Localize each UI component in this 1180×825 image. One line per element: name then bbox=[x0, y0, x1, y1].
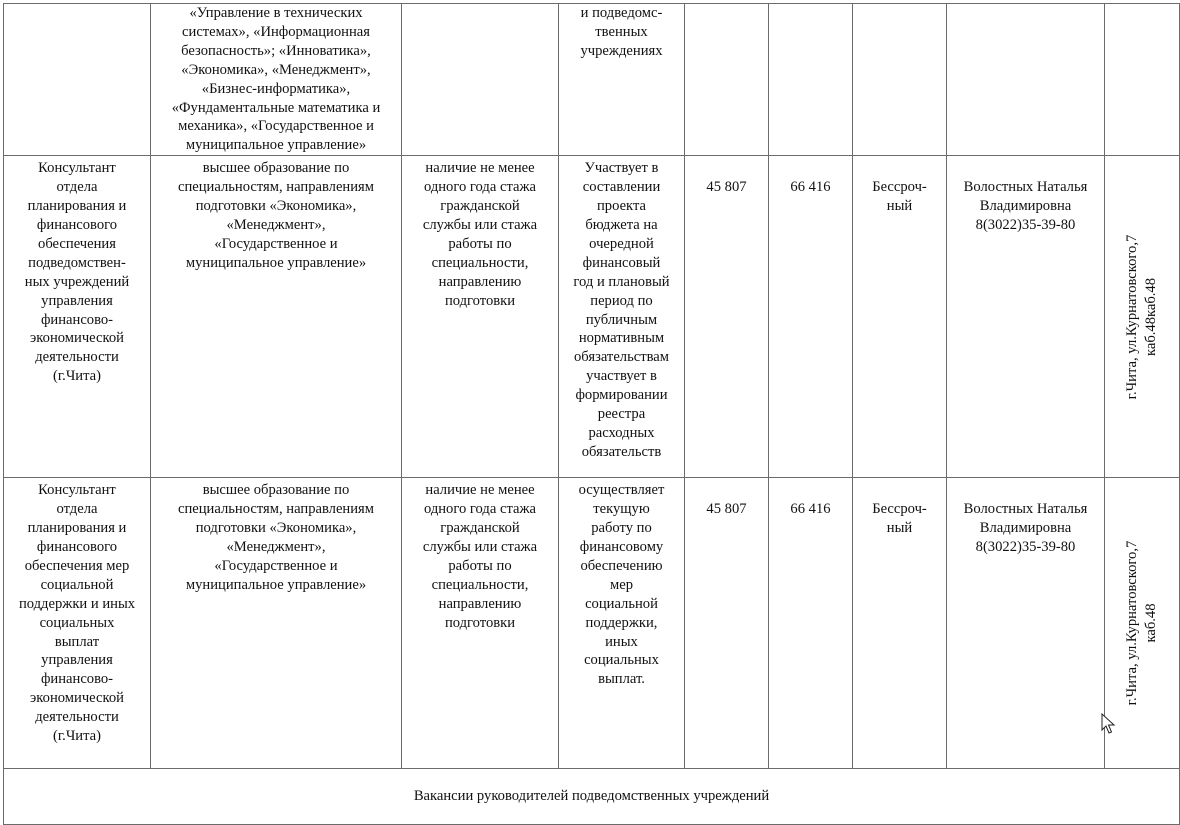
education-cell: высшее образование по специальностям, направлениям подготовки «Экономика», «Менеджмент», «Государственное и муниципальное управление» bbox=[151, 156, 402, 478]
section-heading: Вакансии руководителей подведомственных учреждений bbox=[4, 769, 1180, 825]
salary-max-cell bbox=[769, 4, 853, 156]
salary-max-cell: 66 416 bbox=[769, 156, 853, 478]
address-cell bbox=[1105, 4, 1180, 156]
salary-min-cell bbox=[685, 4, 769, 156]
table-row bbox=[4, 156, 1180, 478]
duties-cell: осуществляет текущую работу по финансовому обеспечению мер социальной поддержки, иных социальных выплат. bbox=[559, 478, 685, 769]
duties-cell: Участвует в составлении проекта бюджета на очередной финансовый год и плановый период по публичным нормативным обязательствам участвует в формировании реестра расходных обязательств bbox=[559, 156, 685, 478]
education-cell: «Управление в технических системах», «Информационная безопасность»; «Инноватика», «Экономика», «Менеджмент», «Бизнес-информатика», «Фундаментальные математика и механика», «Государственное и муниципальное управление» bbox=[151, 4, 402, 156]
salary-min-cell: 45 807 bbox=[685, 478, 769, 769]
address-text: г.Чита, ул.Курнатовского,7 каб.48каб.48 bbox=[1124, 234, 1159, 400]
experience-cell: наличие не менее одного года стажа гражданской службы или стажа работы по специальности, направлению подготовки bbox=[402, 478, 559, 769]
contact-cell: Волостных Наталья Владимировна 8(3022)35-39-80 bbox=[947, 156, 1105, 478]
salary-min-cell: 45 807 bbox=[685, 156, 769, 478]
contract-term-cell: Бессроч- ный bbox=[853, 156, 947, 478]
address-cell bbox=[1105, 156, 1180, 478]
mouse-pointer-icon bbox=[1101, 713, 1117, 735]
address-text: г.Чита, ул.Курнатовского,7 каб.48 bbox=[1124, 540, 1159, 706]
contact-cell: Волостных Наталья Владимировна 8(3022)35-39-80 bbox=[947, 478, 1105, 769]
contact-cell bbox=[947, 4, 1105, 156]
position-cell: Консультант отдела планирования и финансового обеспечения подведомствен- ных учреждений управления финансово- экономической деятельности (г.Чита) bbox=[4, 156, 151, 478]
education-cell: высшее образование по специальностям, направлениям подготовки «Экономика», «Менеджмент», «Государственное и муниципальное управление» bbox=[151, 478, 402, 769]
table-row-continuation bbox=[4, 4, 1180, 156]
table-row bbox=[4, 478, 1180, 769]
position-cell bbox=[4, 4, 151, 156]
contract-term-cell bbox=[853, 4, 947, 156]
salary-max-cell: 66 416 bbox=[769, 478, 853, 769]
section-heading-row bbox=[4, 769, 1180, 825]
experience-cell bbox=[402, 4, 559, 156]
vacancies-table bbox=[3, 3, 1180, 825]
duties-cell: и подведомс- твенных учреждениях bbox=[559, 4, 685, 156]
contract-term-cell: Бессроч- ный bbox=[853, 478, 947, 769]
position-cell: Консультант отдела планирования и финансового обеспечения мер социальной поддержки и иных социальных выплат управления финансово- экономической деятельности (г.Чита) bbox=[4, 478, 151, 769]
experience-cell: наличие не менее одного года стажа гражданской службы или стажа работы по специальности, направлению подготовки bbox=[402, 156, 559, 478]
